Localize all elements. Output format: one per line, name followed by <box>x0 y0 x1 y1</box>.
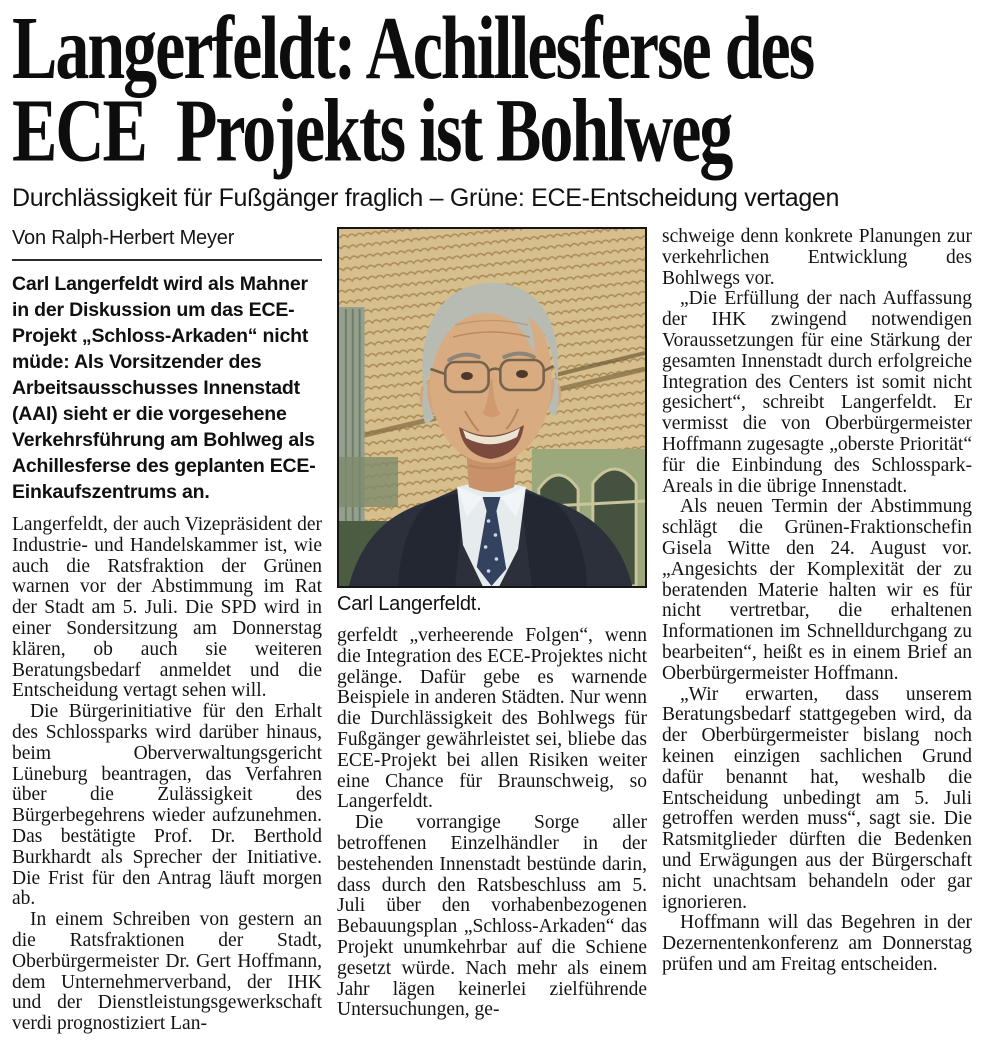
photo-caption: Carl Langerfeldt. <box>337 593 482 615</box>
body-paragraph: Die Bürgerinitiative für den Erhalt des Schlossparks wird darüber hinaus, beim Oberverwaltungsgericht Lüneburg beantragen, das Verfahren über die Zulässigkeit des Bürgerbegehrens wieder aufzunehmen. Das bestätigte Prof. Dr. Berthold Burkhardt als Sprecher der Initiative. Die Frist für den Antrag läuft morgen ab. <box>12 701 322 910</box>
headline-line-2: ECE Projekts ist Bohlweg <box>12 79 732 181</box>
article-columns <box>12 227 972 1043</box>
headline <box>12 0 972 181</box>
column-2 <box>337 227 647 1043</box>
byline: Von Ralph-Herbert Meyer <box>12 227 322 261</box>
body-paragraph: „Die Erfüllung der nach Auffassung der IHK zwingend notwendigen Voraussetzungen für eine Stärkung der gesamten Innenstadt durch erfolgreiche Integration des Centers ist somit nicht gesichert“, schreibt Langerfeldt. Er vermisst die von Oberbürgermeister Hoffmann zugesagte „oberste Priorität“ für die Einbindung des Schlosspark-Areals in die übrige Innenstadt. <box>662 288 972 497</box>
headline-line-1: Langerfeldt: Achillesferse des <box>12 0 814 98</box>
body-paragraph: Die vorrangige Sorge aller betroffenen Einzelhändler in der bestehenden Innenstadt bestünde darin, dass durch den Ratsbeschluss am 5. Juli über den vorhabenbezogenen Bebauungsplan „Schloss-Arkaden“ das Projekt unumkehrbar auf die Schiene gesetzt würde. Nach mehr als einem Jahr lägen keinerlei zielführende Untersuchungen, ge- <box>337 812 647 1021</box>
body-paragraph: Als neuen Termin der Abstimmung schlägt die Grünen-Fraktionschefin Gisela Witte den 24. August vor. „Angesichts der Komplexität der zu beratenden Materie halten wir es für nicht vertretbar, die erhaltenen Informationen im Schnelldurchgang zu bearbeiten“, heißt es in einem Brief an Oberbürgermeister Hoffmann. <box>662 496 972 684</box>
column-3 <box>662 227 972 1043</box>
body-paragraph: schweige denn konkrete Planungen zur verkehrlichen Entwicklung des Bohlwegs vor. <box>662 227 972 289</box>
portrait-photo <box>337 227 647 588</box>
body-paragraph: Langerfeldt, der auch Vizepräsident der Industrie- und Handelskammer ist, wie auch die Ratsfraktion der Grünen warnen vor der Abstimmung im Rat der Stadt am 5. Juli. Die SPD wird in einer Sondersitzung am Donnerstag klären, ob auch sie weiteren Beratungsbedarf anmeldet und die Entscheidung vertagt sehen will. <box>12 514 322 702</box>
column-1 <box>12 227 322 1043</box>
body-paragraph: gerfeldt „verheerende Folgen“, wenn die Integration des ECE-Projektes nicht gelänge. Dafür gebe es warnende Beispiele in anderen Städten. Nur wenn die Durchlässigkeit des Bohlwegs für Fußgänger gewährleistet sei, bliebe das ECE-Projekt bei allen Risiken weiter eine Chance für Braunschweig, so Langerfeldt. <box>337 625 647 813</box>
photo-figure <box>337 227 647 616</box>
headline-text <box>12 0 814 181</box>
subheadline: Durchlässigkeit für Fußgänger fraglich – Grüne: ECE-Entscheidung vertagen <box>12 184 840 212</box>
body-paragraph: „Wir erwarten, dass unserem Beratungsbedarf stattgegeben wird, da der Oberbürgermeister bislang noch keinen einzigen sachlichen Grund dafür benannt hat, weshalb die Entscheidung unbedingt am 5. Juli getroffen werden muss“, sagt sie. Die Ratsmitglieder dürften die Bedenken und Erwägungen aus der Bürgerschaft nicht unachtsam behandeln oder gar ignorieren. <box>662 683 972 913</box>
portrait-illustration <box>339 229 645 586</box>
body-paragraph: In einem Schreiben von gestern an die Ratsfraktionen der Stadt, Oberbürgermeister Dr. Gert Hoffmann, dem Unternehmerverband, der IHK und der Dienstleistungsgewerkschaft verdi prognostiziert Lan- <box>12 909 322 1035</box>
body-paragraph: Hoffmann will das Begehren in der Dezernentenkonferenz am Donnerstag prüfen und am Freitag entscheiden. <box>662 912 972 975</box>
lead-paragraph: Carl Langerfeldt wird als Mahner in der Diskussion um das ECE-Projekt „Schloss-Arkaden“ nicht müde: Als Vorsitzender des Arbeitsausschusses Innenstadt (AAI) sieht er die vorgesehene Verkehrsführung am Bohlweg als Achillesferse des geplanten ECE-Einkaufszentrums an. <box>12 273 316 503</box>
